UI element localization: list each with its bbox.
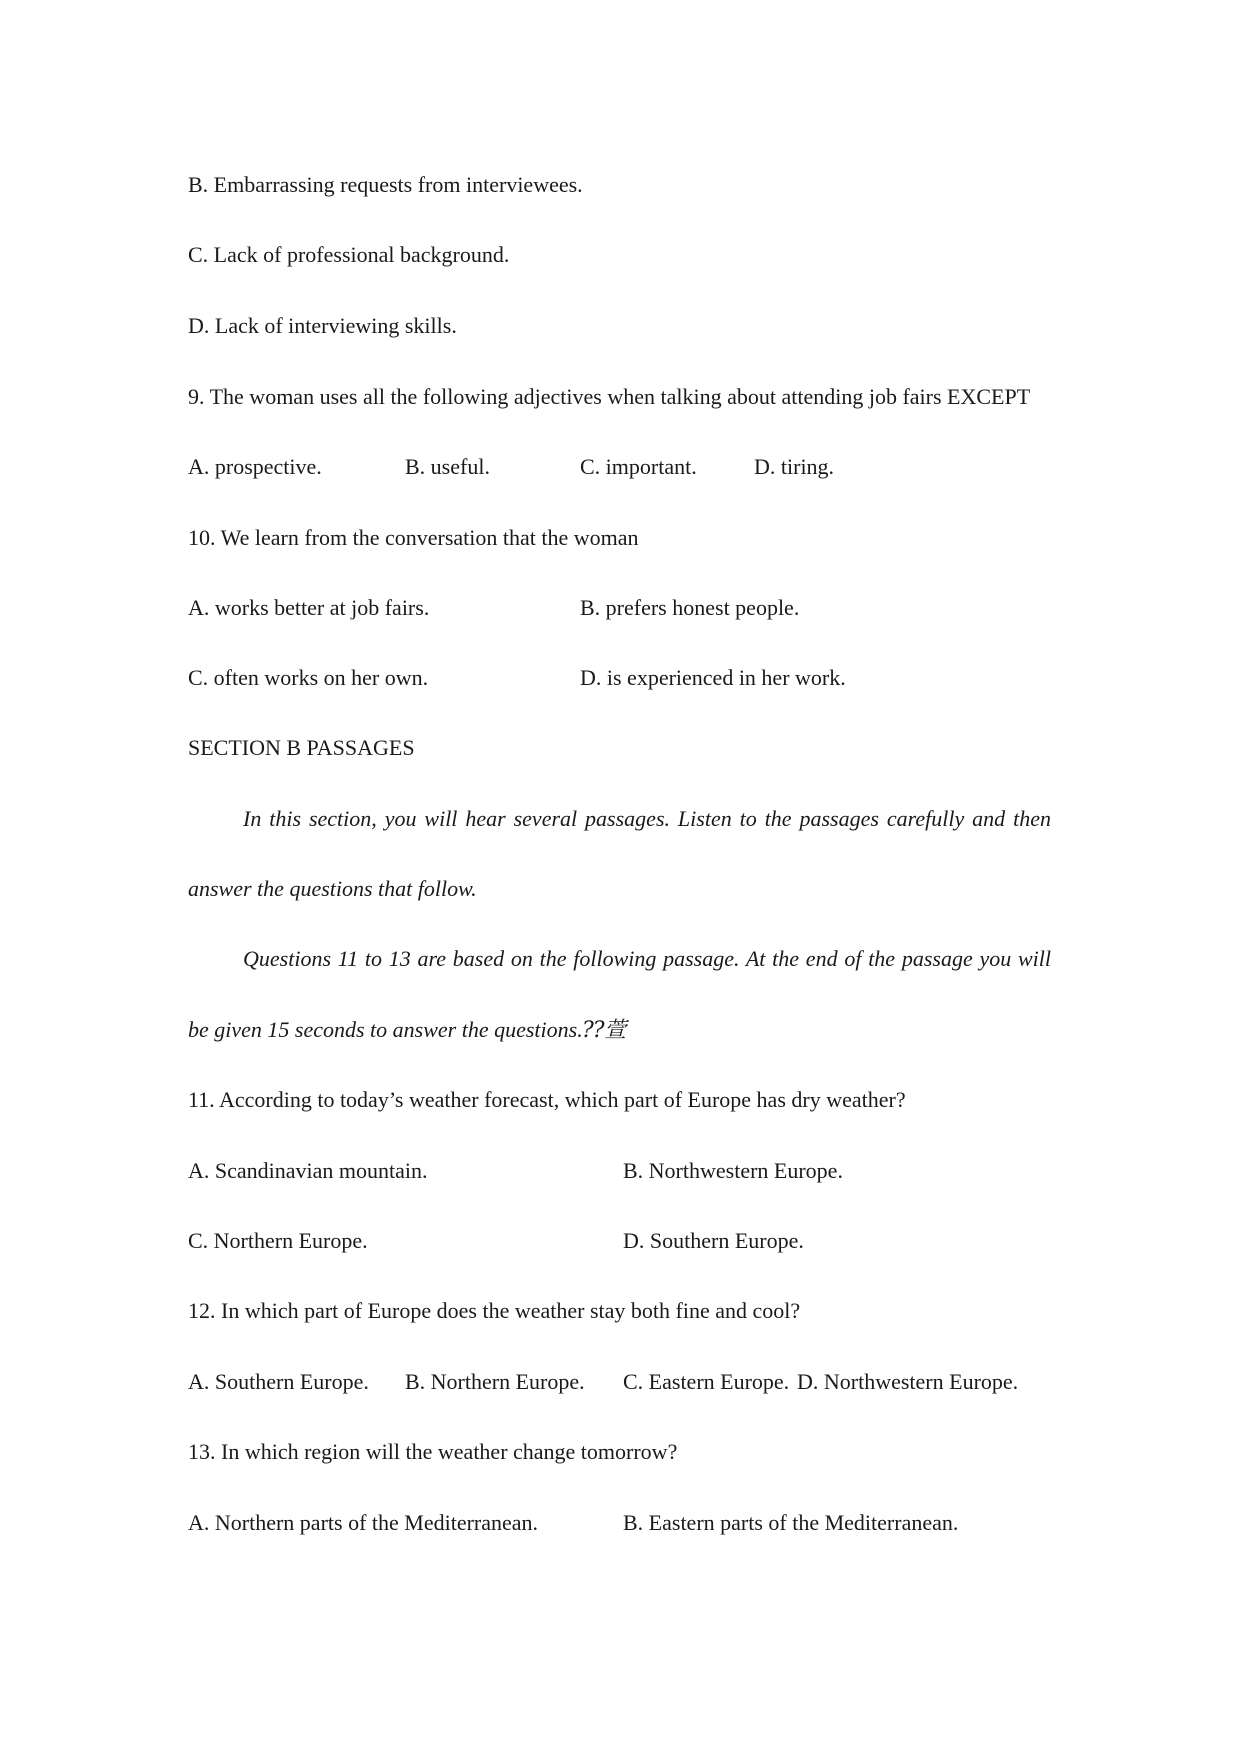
section-b-heading: SECTION B PASSAGES (188, 735, 415, 760)
passage-directions-line2: be given 15 seconds to answer the questions.⁇萱 (188, 1017, 627, 1042)
q12-option-c: C. Eastern Europe. (623, 1369, 790, 1394)
q10-option-b: B. prefers honest people. (580, 595, 800, 620)
section-b-intro-line2: answer the questions that follow. (188, 876, 477, 901)
q9-stem: 9. The woman uses all the following adjectives when talking about attending job fairs EXCEPT (188, 384, 1031, 409)
q12-option-b: B. Northern Europe. (405, 1369, 585, 1394)
q8-option-b: B. Embarrassing requests from interviewees. (188, 172, 583, 197)
q9-option-c: C. important. (580, 454, 697, 479)
q8-option-c: C. Lack of professional background. (188, 242, 510, 267)
q9-option-b: B. useful. (405, 454, 490, 479)
q13-option-a: A. Northern parts of the Mediterranean. (188, 1510, 539, 1535)
q13-option-b: B. Eastern parts of the Mediterranean. (623, 1510, 959, 1535)
q8-option-d: D. Lack of interviewing skills. (188, 313, 457, 338)
q10-option-a: A. works better at job fairs. (188, 595, 430, 620)
section-b-intro-line1: In this section, you will hear several passages. Listen to the passages carefully and then (243, 806, 1051, 831)
q12-option-a: A. Southern Europe. (188, 1369, 369, 1394)
q10-option-d: D. is experienced in her work. (580, 665, 846, 690)
q13-stem: 13. In which region will the weather change tomorrow? (188, 1439, 678, 1464)
q10-stem: 10. We learn from the conversation that the woman (188, 525, 639, 550)
q11-stem: 11. According to today’s weather forecast, which part of Europe has dry weather? (188, 1087, 906, 1112)
q12-option-d: D. Northwestern Europe. (797, 1369, 1019, 1394)
q9-option-d: D. tiring. (754, 454, 835, 479)
q11-option-b: B. Northwestern Europe. (623, 1158, 843, 1183)
q10-option-c: C. often works on her own. (188, 665, 429, 690)
q11-option-a: A. Scandinavian mountain. (188, 1158, 428, 1183)
q12-stem: 12. In which part of Europe does the weather stay both fine and cool? (188, 1298, 801, 1323)
q11-option-c: C. Northern Europe. (188, 1228, 368, 1253)
passage-directions-line1: Questions 11 to 13 are based on the following passage. At the end of the passage you will (243, 946, 1051, 971)
q11-option-d: D. Southern Europe. (623, 1228, 804, 1253)
q9-option-a: A. prospective. (188, 454, 322, 479)
